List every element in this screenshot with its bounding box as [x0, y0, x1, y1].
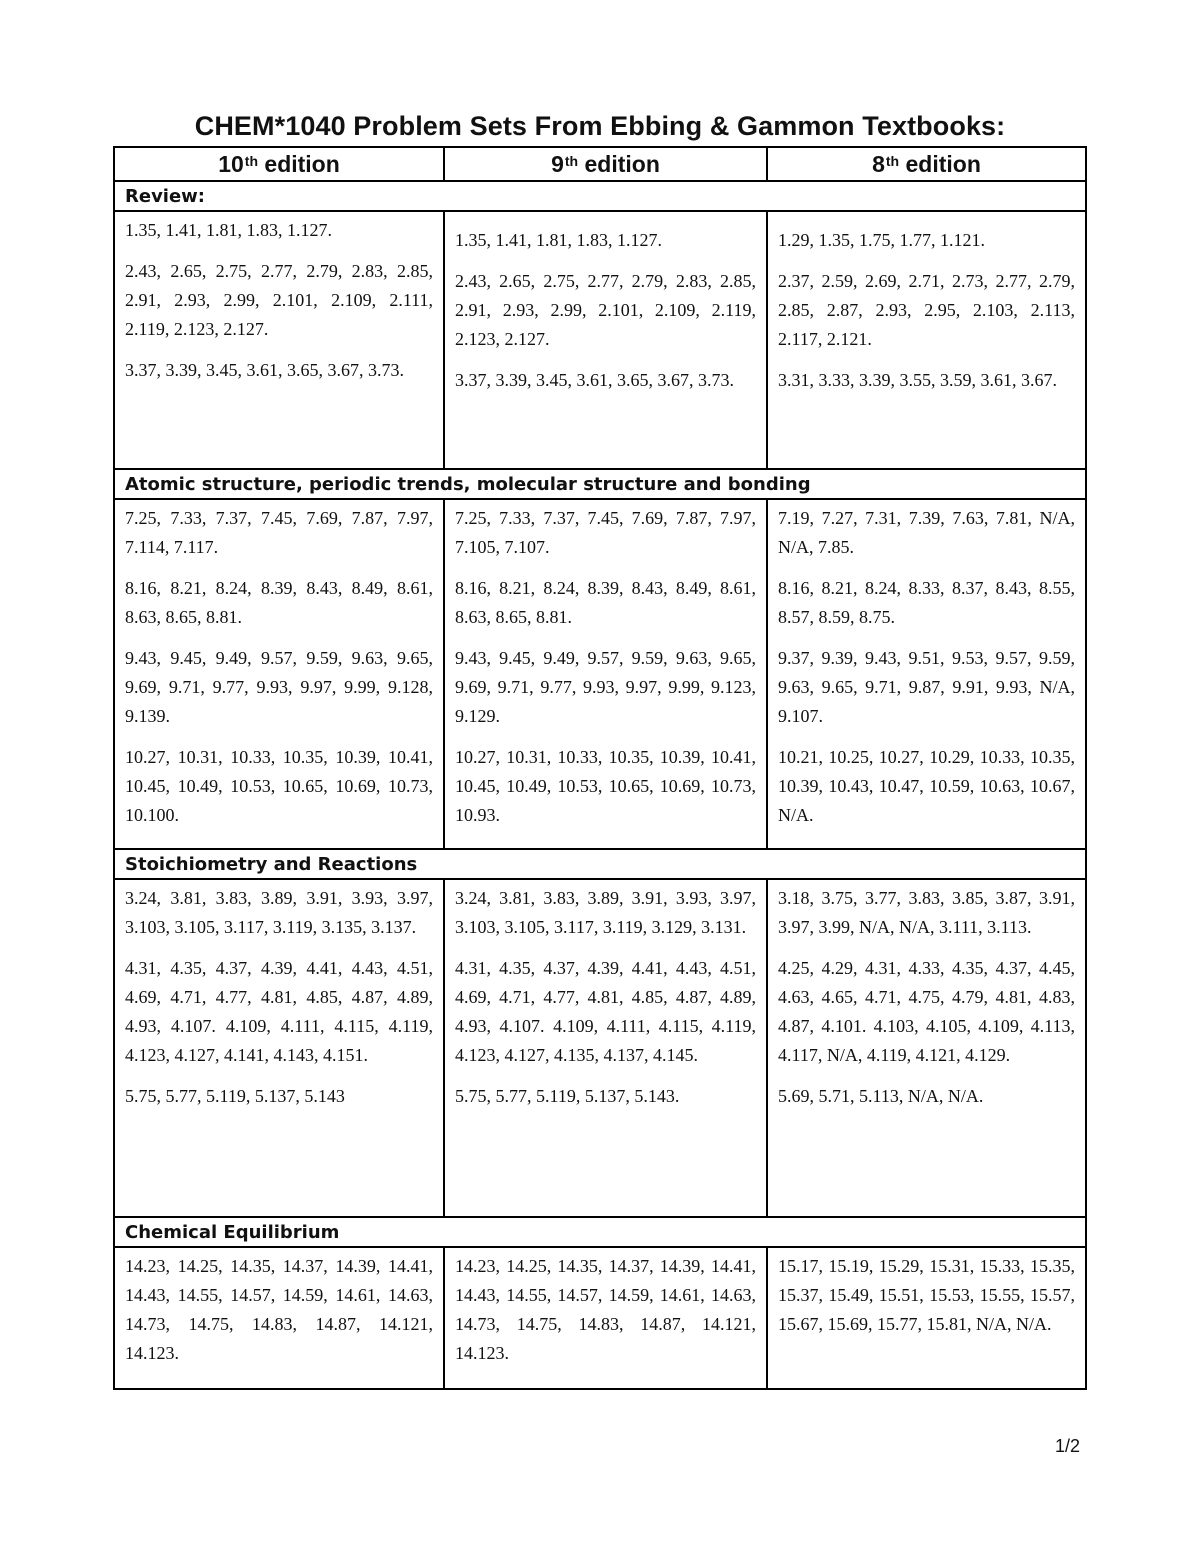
problem-list: 9.43, 9.45, 9.49, 9.57, 9.59, 9.63, 9.65, 9.69, 9.71, 9.77, 9.93, 9.97, 9.99, 9.123, 9.129.	[455, 648, 756, 726]
problem-list: 3.37, 3.39, 3.45, 3.61, 3.65, 3.67, 3.73.	[125, 360, 404, 380]
problem-list: 2.43, 2.65, 2.75, 2.77, 2.79, 2.83, 2.85, 2.91, 2.93, 2.99, 2.101, 2.109, 2.111, 2.119, 2.123, 2.127.	[125, 261, 433, 339]
header-8th-edition	[768, 148, 1085, 180]
cell-8th-edition	[768, 880, 1085, 1216]
header-number: 10	[218, 150, 244, 177]
cell-8th-edition	[768, 500, 1085, 848]
problem-list: 3.37, 3.39, 3.45, 3.61, 3.65, 3.67, 3.73.	[455, 370, 734, 390]
problem-list: 2.43, 2.65, 2.75, 2.77, 2.79, 2.83, 2.85, 2.91, 2.93, 2.99, 2.101, 2.109, 2.119, 2.123, 2.127.	[455, 271, 756, 349]
problem-list: 2.37, 2.59, 2.69, 2.71, 2.73, 2.77, 2.79, 2.85, 2.87, 2.93, 2.95, 2.103, 2.113, 2.117, 2.121.	[778, 271, 1075, 349]
problem-list: 8.16, 8.21, 8.24, 8.33, 8.37, 8.43, 8.55, 8.57, 8.59, 8.75.	[778, 578, 1075, 627]
problem-list: 3.24, 3.81, 3.83, 3.89, 3.91, 3.93, 3.97, 3.103, 3.105, 3.117, 3.119, 3.135, 3.137.	[125, 888, 433, 937]
problem-list: 14.23, 14.25, 14.35, 14.37, 14.39, 14.41, 14.43, 14.55, 14.57, 14.59, 14.61, 14.63, 14.73, 14.75, 14.83, 14.87, 14.121, 14.123.	[125, 1256, 433, 1363]
problem-list: 8.16, 8.21, 8.24, 8.39, 8.43, 8.49, 8.61, 8.63, 8.65, 8.81.	[455, 578, 756, 627]
problem-list: 1.29, 1.35, 1.75, 1.77, 1.121.	[778, 230, 985, 250]
problem-list: 9.37, 9.39, 9.43, 9.51, 9.53, 9.57, 9.59, 9.63, 9.65, 9.71, 9.87, 9.91, 9.93, N/A, 9.107.	[778, 648, 1075, 726]
header-10th-edition	[115, 148, 445, 180]
problem-list: 1.35, 1.41, 1.81, 1.83, 1.127.	[455, 230, 662, 250]
problem-list: 7.19, 7.27, 7.31, 7.39, 7.63, 7.81, N/A, N/A, 7.85.	[778, 508, 1075, 557]
header-superscript: th	[564, 153, 579, 169]
header-word: edition	[584, 150, 660, 177]
section-row-atomic-structure	[115, 500, 1085, 850]
page-number: 1/2	[1055, 1436, 1081, 1456]
cell-9th-edition	[445, 1248, 768, 1388]
problem-list: 10.27, 10.31, 10.33, 10.35, 10.39, 10.41, 10.45, 10.49, 10.53, 10.65, 10.69, 10.73, 10.100.	[125, 747, 433, 825]
problem-list: 14.23, 14.25, 14.35, 14.37, 14.39, 14.41, 14.43, 14.55, 14.57, 14.59, 14.61, 14.63, 14.73, 14.75, 14.83, 14.87, 14.121, 14.123.	[455, 1256, 756, 1363]
header-number: 8	[872, 150, 885, 177]
problem-list: 3.24, 3.81, 3.83, 3.89, 3.91, 3.93, 3.97, 3.103, 3.105, 3.117, 3.119, 3.129, 3.131.	[455, 888, 756, 937]
cell-10th-edition	[115, 880, 445, 1216]
problem-list: 10.27, 10.31, 10.33, 10.35, 10.39, 10.41, 10.45, 10.49, 10.53, 10.65, 10.69, 10.73, 10.93.	[455, 747, 756, 825]
problem-list: 10.21, 10.25, 10.27, 10.29, 10.33, 10.35, 10.39, 10.43, 10.47, 10.59, 10.63, 10.67, N/A.	[778, 747, 1075, 825]
page-title: CHEM*1040 Problem Sets From Ebbing & Gammon Textbooks:	[194, 111, 1006, 141]
section-heading-review: Review:	[115, 182, 1085, 212]
header-superscript: th	[244, 153, 259, 169]
cell-10th-edition	[115, 212, 445, 468]
problem-list: 3.31, 3.33, 3.39, 3.55, 3.59, 3.61, 3.67.	[778, 370, 1057, 390]
cell-9th-edition	[445, 500, 768, 848]
problem-list: 4.31, 4.35, 4.37, 4.39, 4.41, 4.43, 4.51, 4.69, 4.71, 4.77, 4.81, 4.85, 4.87, 4.89, 4.93, 4.107. 4.109, 4.111, 4.115, 4.119, 4.123, 4.127, 4.135, 4.137, 4.145.	[455, 958, 756, 1065]
section-heading-stoichiometry: Stoichiometry and Reactions	[115, 850, 1085, 880]
cell-10th-edition	[115, 1248, 445, 1388]
problem-list: 15.17, 15.19, 15.29, 15.31, 15.33, 15.35, 15.37, 15.49, 15.51, 15.53, 15.55, 15.57, 15.67, 15.69, 15.77, 15.81, N/A, N/A.	[778, 1256, 1075, 1334]
cell-9th-edition	[445, 880, 768, 1216]
problem-list: 1.35, 1.41, 1.81, 1.83, 1.127.	[125, 220, 332, 240]
problem-list: 3.18, 3.75, 3.77, 3.83, 3.85, 3.87, 3.91, 3.97, 3.99, N/A, N/A, 3.111, 3.113.	[778, 888, 1075, 937]
problem-list: 4.25, 4.29, 4.31, 4.33, 4.35, 4.37, 4.45, 4.63, 4.65, 4.71, 4.75, 4.79, 4.81, 4.83, 4.87, 4.101. 4.103, 4.105, 4.109, 4.113, 4.117, N/A, 4.119, 4.121, 4.129.	[778, 958, 1075, 1065]
problem-list: 5.69, 5.71, 5.113, N/A, N/A.	[778, 1086, 984, 1106]
cell-9th-edition	[445, 212, 768, 468]
cell-8th-edition	[768, 1248, 1085, 1388]
section-row-review	[115, 212, 1085, 470]
problem-list: 9.43, 9.45, 9.49, 9.57, 9.59, 9.63, 9.65, 9.69, 9.71, 9.77, 9.93, 9.97, 9.99, 9.128, 9.139.	[125, 648, 433, 726]
problem-list: 5.75, 5.77, 5.119, 5.137, 5.143	[125, 1086, 345, 1106]
section-row-stoichiometry	[115, 880, 1085, 1218]
header-9th-edition	[445, 148, 768, 180]
header-number: 9	[551, 150, 564, 177]
cell-10th-edition	[115, 500, 445, 848]
section-heading-atomic-structure: Atomic structure, periodic trends, molecular structure and bonding	[115, 470, 1085, 500]
header-superscript: th	[885, 153, 900, 169]
problem-list: 4.31, 4.35, 4.37, 4.39, 4.41, 4.43, 4.51, 4.69, 4.71, 4.77, 4.81, 4.85, 4.87, 4.89, 4.93, 4.107. 4.109, 4.111, 4.115, 4.119, 4.123, 4.127, 4.141, 4.143, 4.151.	[125, 958, 433, 1065]
section-row-chemical-equilibrium	[115, 1248, 1085, 1388]
section-heading-chemical-equilibrium: Chemical Equilibrium	[115, 1218, 1085, 1248]
problem-list: 7.25, 7.33, 7.37, 7.45, 7.69, 7.87, 7.97, 7.105, 7.107.	[455, 508, 756, 557]
problem-list: 5.75, 5.77, 5.119, 5.137, 5.143.	[455, 1086, 680, 1106]
problem-sets-table	[113, 146, 1087, 1390]
cell-8th-edition	[768, 212, 1085, 468]
problem-list: 8.16, 8.21, 8.24, 8.39, 8.43, 8.49, 8.61, 8.63, 8.65, 8.81.	[125, 578, 433, 627]
header-word: edition	[905, 150, 981, 177]
table-header-row	[115, 148, 1085, 182]
problem-list: 7.25, 7.33, 7.37, 7.45, 7.69, 7.87, 7.97, 7.114, 7.117.	[125, 508, 433, 557]
header-word: edition	[264, 150, 340, 177]
